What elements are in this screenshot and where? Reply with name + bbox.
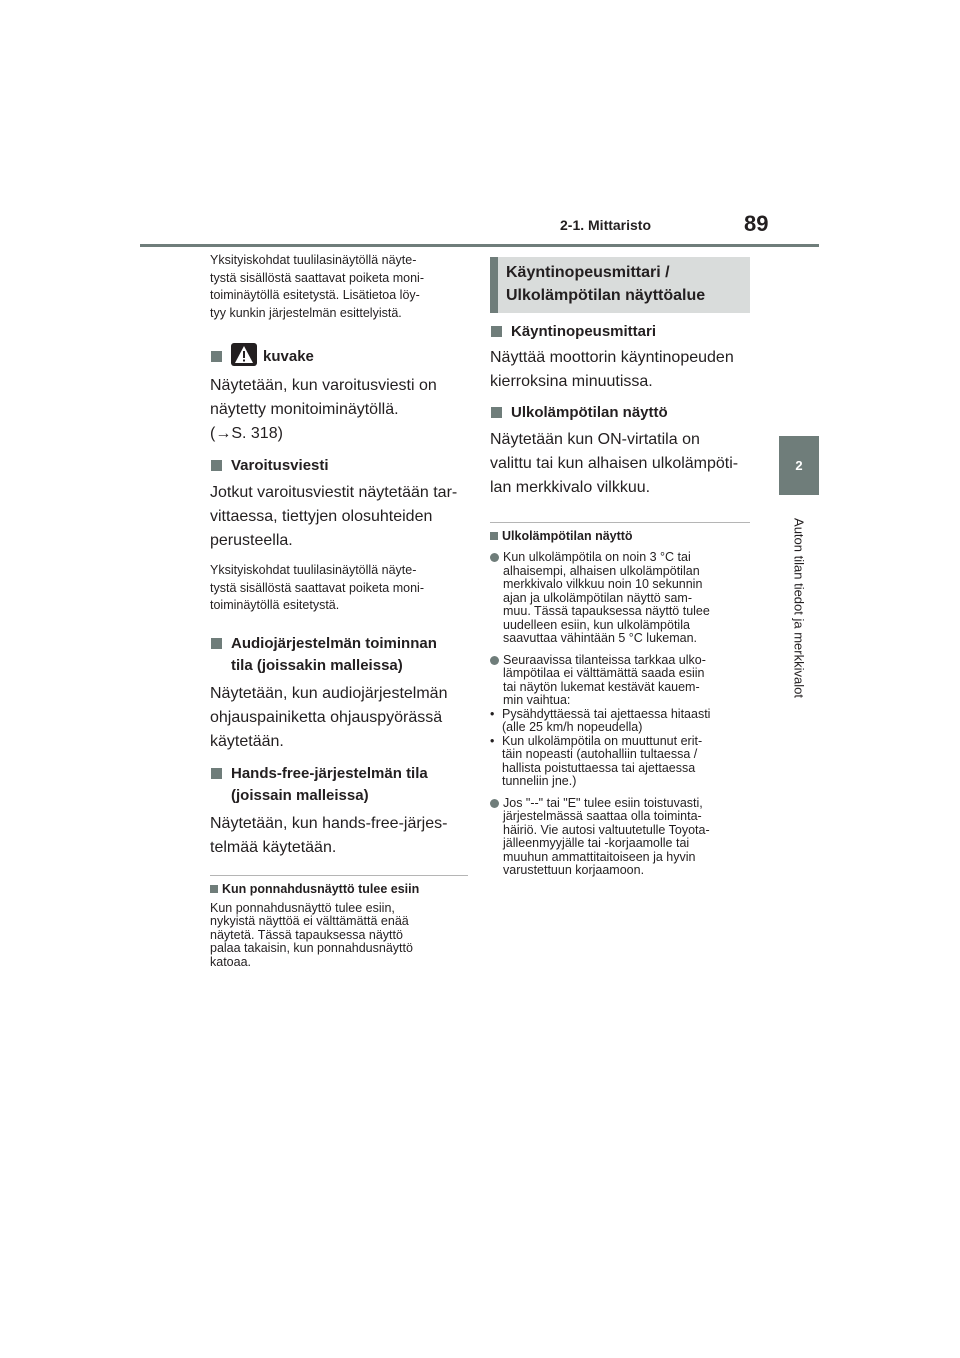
body-line: käytetään.	[210, 732, 284, 750]
varoitusviesti-body	[210, 481, 468, 553]
body-line: perusteella.	[210, 532, 293, 549]
body-line: Näytetään kun ON-virtatila on	[490, 431, 700, 448]
kuvake-label: kuvake	[263, 348, 314, 365]
intro-line: Yksityiskohdat tuulilasinäytöllä näyte-	[210, 253, 417, 267]
outside-note-heading	[490, 528, 750, 544]
intro-line: toiminäytöllä esitetystä. Lisätietoa löy-	[210, 288, 420, 302]
note-line: (alle 25 km/h nopeudella)	[502, 720, 643, 734]
body-line: lan merkkivalo vilkkuu.	[490, 479, 651, 496]
note-line: näytetä. Tässä tapauksessa näyttö	[210, 927, 403, 942]
heading-line: Audiojärjestelmän toiminnan	[231, 634, 437, 652]
header-rule	[140, 244, 819, 247]
note-divider	[490, 522, 750, 523]
note-line: häiriö. Vie autosi valtuutetulle Toyota-	[503, 822, 710, 837]
chapter-tab[interactable]: 2	[779, 436, 819, 495]
varoitusviesti-note	[210, 562, 468, 615]
section-title-line: Ulkolämpötilan näyttöalue	[506, 287, 706, 304]
intro-line: tyy kunkin järjestelmän esittelyistä.	[210, 305, 402, 320]
warning-triangle-icon	[231, 343, 257, 366]
body-line: kierroksina minuutissa.	[490, 373, 653, 390]
square-bullet-icon	[211, 638, 222, 649]
note-line: Jos "--" tai "E" tulee esiin toistuvasti,	[503, 795, 703, 810]
body-line: Näytetään, kun audiojärjestelmän	[210, 684, 448, 702]
square-bullet-icon	[490, 532, 498, 540]
heading-line: tila (joissakin malleissa)	[231, 656, 403, 674]
kuvake-body	[210, 374, 468, 446]
note-line: Kun ulkolämpötila on noin 3 °C tai	[503, 550, 691, 564]
note-line: järjestelmässä saattaa olla toiminta-	[503, 809, 702, 823]
body-line: vittaessa, tiettyjen olosuhteiden	[210, 508, 433, 525]
section-title: 2-1. Mittaristo	[560, 217, 652, 233]
square-bullet-icon	[211, 351, 222, 362]
note-line: lämpötilaa ei välttämättä saada esiin	[503, 666, 705, 680]
body-line: Näytetään, kun hands-free-järjes-	[210, 814, 448, 832]
body-line: Näyttää moottorin käyntinopeuden	[490, 349, 734, 366]
note-line: palaa takaisin, kun ponnahdusnäyttö	[210, 941, 413, 955]
dash-bullet: •	[490, 706, 495, 721]
page-reference[interactable]: (→S. 318)	[210, 425, 283, 442]
tach-body	[490, 346, 750, 394]
note-bullet	[490, 797, 750, 878]
body-line: näytetty monitoiminäytöllä.	[210, 401, 399, 418]
left-column	[210, 252, 468, 969]
note-line: täin nopeasti (autohalliin tultaessa /	[502, 747, 698, 761]
note-line: hallista poistuttaessa tai ajettaessa	[502, 760, 696, 775]
note-line: uudelleen esiin, kun ulkolämpötila	[503, 617, 690, 632]
note-line: nykyistä näyttöä ei välttämättä enää	[210, 914, 409, 928]
audio-heading	[210, 633, 468, 677]
outside-temp-body	[490, 428, 750, 500]
note-line: alhaisempi, alhaisen ulkolämpötilan	[503, 563, 700, 578]
note-line: varustettuun korjaamoon.	[503, 863, 645, 877]
intro-paragraph	[210, 252, 468, 322]
page-number: 89	[744, 211, 769, 236]
body-line: Näytetään, kun varoitusviesti on	[210, 377, 437, 394]
note-line: muuhun ammattitaitoiseen ja hyvin	[503, 849, 696, 864]
note-line: tai näytön lukemat kestävät kauem-	[503, 679, 700, 694]
chapter-side-title-text: Auton tilan tiedot ja merkkivalot	[791, 517, 807, 698]
note-dash-item	[490, 735, 750, 789]
heading-text: Ulkolämpötilan näyttö	[511, 404, 668, 421]
right-column	[490, 252, 750, 878]
popup-note-body	[210, 902, 468, 970]
heading-text: Käyntinopeusmittari	[511, 323, 657, 340]
note-bullet	[490, 654, 750, 708]
note-line: ajan ja ulkolämpötilan näyttö sam-	[503, 590, 692, 605]
audio-body	[210, 682, 468, 754]
body-line: Jotkut varoitusviestit näytetään tar-	[210, 484, 458, 501]
body-line: valittu tai kun alhaisen ulkolämpöti-	[490, 455, 739, 472]
note-line: katoaa.	[210, 954, 252, 969]
body-line: ohjauspainiketta ohjauspyörässä	[210, 708, 443, 726]
heading-line: Hands-free-järjestelmän tila	[231, 764, 428, 782]
note-line: min vaihtua:	[503, 693, 571, 707]
square-bullet-icon	[210, 885, 218, 893]
tach-heading	[490, 321, 750, 343]
handsfree-heading	[210, 763, 468, 807]
circle-bullet-icon	[490, 799, 499, 808]
note-divider	[210, 875, 468, 876]
dash-bullet: •	[490, 733, 495, 748]
note-line: merkkivalo vilkkuu noin 10 sekunnin	[503, 577, 703, 591]
chapter-side-title	[779, 500, 819, 715]
heading-text: Varoitusviesti	[231, 457, 329, 474]
square-bullet-icon	[211, 460, 222, 471]
note-line: Yksityiskohdat tuulilasinäytöllä näyte-	[210, 563, 417, 577]
section-title-box	[490, 257, 750, 313]
section-title-line: Käyntinopeusmittari /	[506, 264, 670, 281]
popup-note-heading	[210, 881, 468, 897]
square-bullet-icon	[491, 407, 502, 418]
note-line: Seuraavissa tilanteissa tarkkaa ulko-	[503, 652, 706, 667]
note-line: Pysähdyttäessä tai ajettaessa hitaasti	[502, 706, 711, 721]
square-bullet-icon	[211, 768, 222, 779]
note-line: jälleenmyyjälle tai -korjaamolle tai	[503, 836, 690, 850]
intro-line: tystä sisällöstä saattavat poiketa moni-	[210, 270, 424, 285]
note-line: muu. Tässä tapauksessa näyttö tulee	[503, 604, 710, 618]
handsfree-body	[210, 812, 468, 860]
varoitusviesti-heading	[210, 455, 468, 477]
body-line: telmää käytetään.	[210, 838, 337, 856]
note-line: toiminäytöllä esitetystä.	[210, 598, 340, 612]
note-line: Kun ulkolämpötila on muuttunut erit-	[502, 733, 703, 748]
note-line: tunneliin jne.)	[502, 774, 577, 788]
note-line: tystä sisällöstä saattavat poiketa moni-	[210, 580, 424, 595]
heading-text: Kun ponnahdusnäyttö tulee esiin	[222, 881, 420, 896]
circle-bullet-icon	[490, 553, 499, 562]
note-line: Kun ponnahdusnäyttö tulee esiin,	[210, 900, 395, 915]
heading-line: (joissain malleissa)	[231, 786, 369, 804]
circle-bullet-icon	[490, 656, 499, 665]
kuvake-heading	[210, 343, 468, 368]
outside-temp-heading	[490, 402, 750, 424]
note-bullet	[490, 551, 750, 646]
note-dash-item	[490, 708, 750, 735]
note-line: saavuttaa vähintään 5 °C lukeman.	[503, 631, 698, 645]
heading-text: Ulkolämpötilan näyttö	[502, 529, 633, 543]
square-bullet-icon	[491, 326, 502, 337]
